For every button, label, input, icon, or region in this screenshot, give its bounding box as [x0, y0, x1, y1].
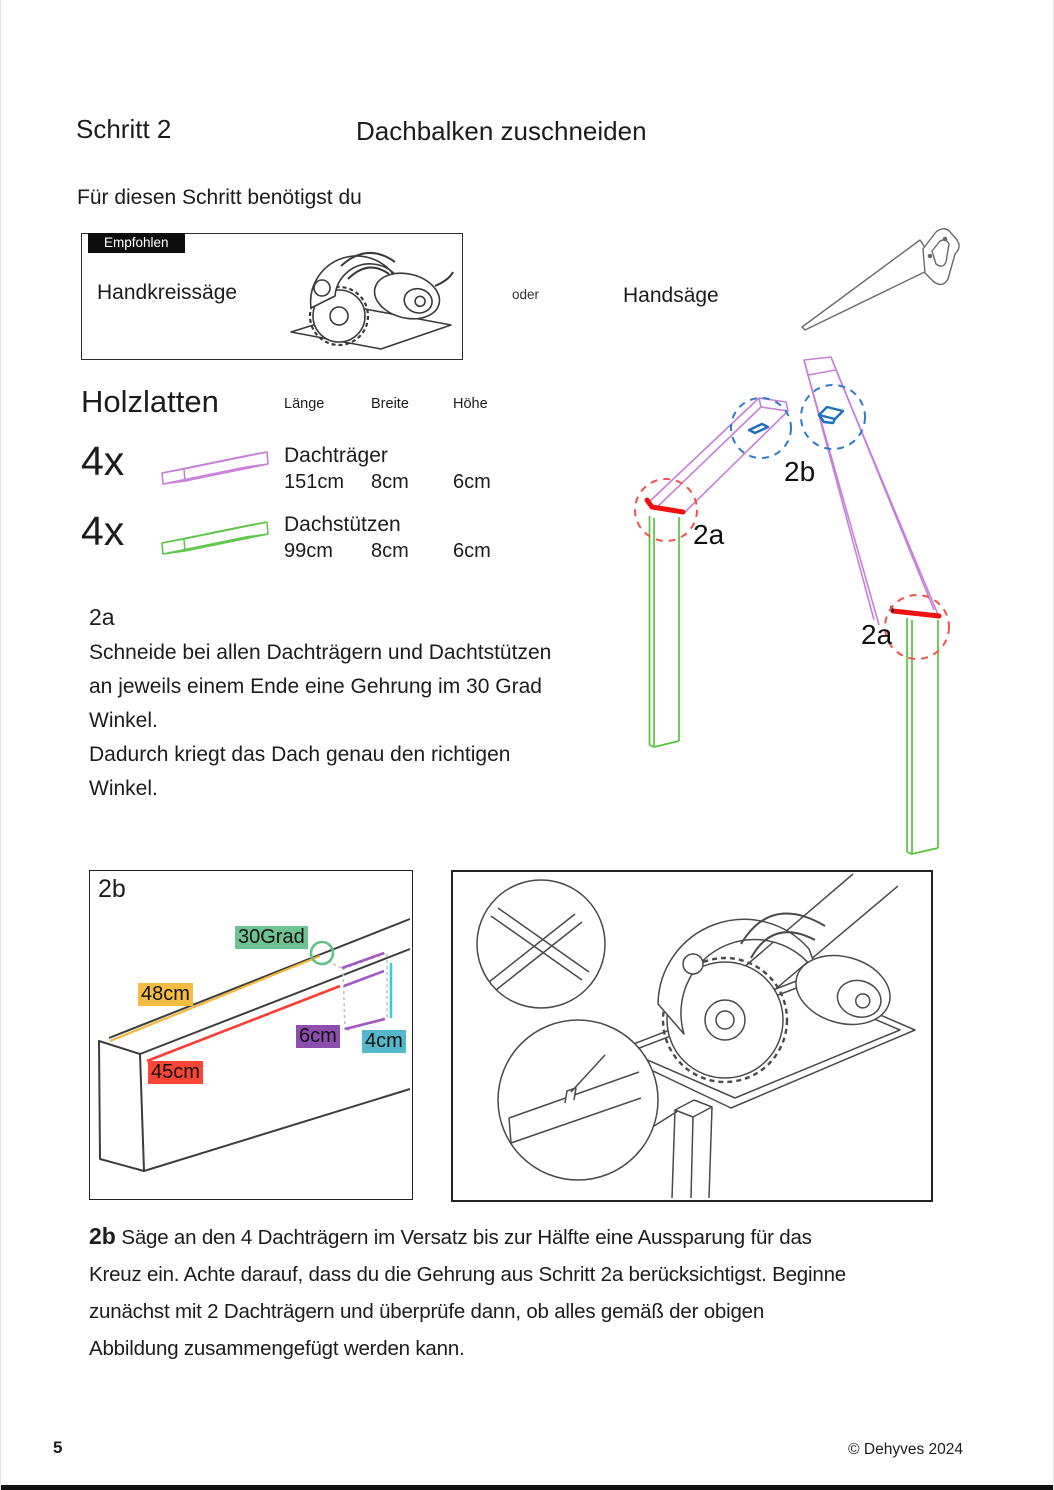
- annotation-30grad: 30Grad: [235, 926, 308, 949]
- step-2b-text: 2b Säge an den 4 Dachträgern im Versatz bis zur Hälfte eine Aussparung für das Kreuz ein. Achte darauf, dass du die Gehrung aus Schritt 2a berücksichtigst. Beginne zunächst mit 2 Dachträgern und überprüfe dann, ob alles gemäß der obigen Abbildung zusammengefügt werden kann.: [89, 1223, 846, 1360]
- step-2b-label: 2b: [89, 1223, 116, 1249]
- roof-frame-diagram: [621, 340, 1054, 870]
- alternative-tool-label: Handsäge: [623, 284, 719, 307]
- circular-saw-cutting-drawing: [453, 872, 931, 1200]
- item-width: 8cm: [371, 540, 409, 562]
- primary-tool-label: Handkreissäge: [97, 281, 238, 304]
- page-edge-bar: [1, 1485, 1053, 1490]
- item-length: 151cm: [284, 471, 345, 493]
- saw-action-box: [451, 870, 933, 1202]
- green-beam-icon: [159, 520, 271, 560]
- intro-text: Für diesen Schritt benötigst du: [77, 186, 362, 209]
- annotation-48cm: 48cm: [138, 983, 193, 1006]
- item-name: Dachträger: [284, 444, 388, 467]
- detail-box-label: 2b: [98, 875, 126, 903]
- step-label: Schritt 2: [76, 114, 172, 144]
- diagram-label-2b: 2b: [784, 456, 816, 487]
- recommended-tool-box: [81, 233, 463, 360]
- annotation-4cm: 4cm: [362, 1030, 406, 1053]
- item-height: 6cm: [453, 540, 491, 562]
- recommended-badge: Empfohlen: [88, 233, 185, 253]
- or-label: oder: [512, 287, 540, 302]
- column-length: Länge: [284, 396, 325, 412]
- detail-2b-box: [89, 870, 413, 1200]
- item-height: 6cm: [453, 471, 491, 493]
- copyright: © Dehyves 2024: [848, 1441, 963, 1458]
- item-quantity: 4x: [81, 438, 125, 484]
- column-height: Höhe: [453, 396, 488, 412]
- annotation-6cm: 6cm: [296, 1025, 340, 1048]
- materials-heading: Holzlatten: [81, 384, 219, 419]
- item-quantity: 4x: [81, 508, 125, 554]
- page-number: 5: [53, 1438, 63, 1457]
- column-width: Breite: [371, 396, 409, 412]
- item-length: 99cm: [284, 540, 333, 562]
- hand-saw-icon: [799, 227, 961, 333]
- page-title: Dachbalken zuschneiden: [356, 116, 647, 146]
- diagram-label-2a-right: 2a: [861, 619, 893, 650]
- purple-beam-icon: [159, 450, 271, 490]
- circular-saw-icon: [285, 236, 457, 358]
- diagram-label-2a-left: 2a: [693, 519, 725, 550]
- item-name: Dachstützen: [284, 513, 401, 536]
- item-width: 8cm: [371, 471, 409, 493]
- annotation-45cm: 45cm: [148, 1061, 203, 1084]
- step-2a-text: Schneide bei allen Dachträgern und Dachtstützen an jeweils einem Ende eine Gehrung im 30 Grad Winkel. Dadurch kriegt das Dach genau den richtigen Winkel.: [89, 641, 552, 800]
- step-2a-label: 2a: [89, 604, 115, 630]
